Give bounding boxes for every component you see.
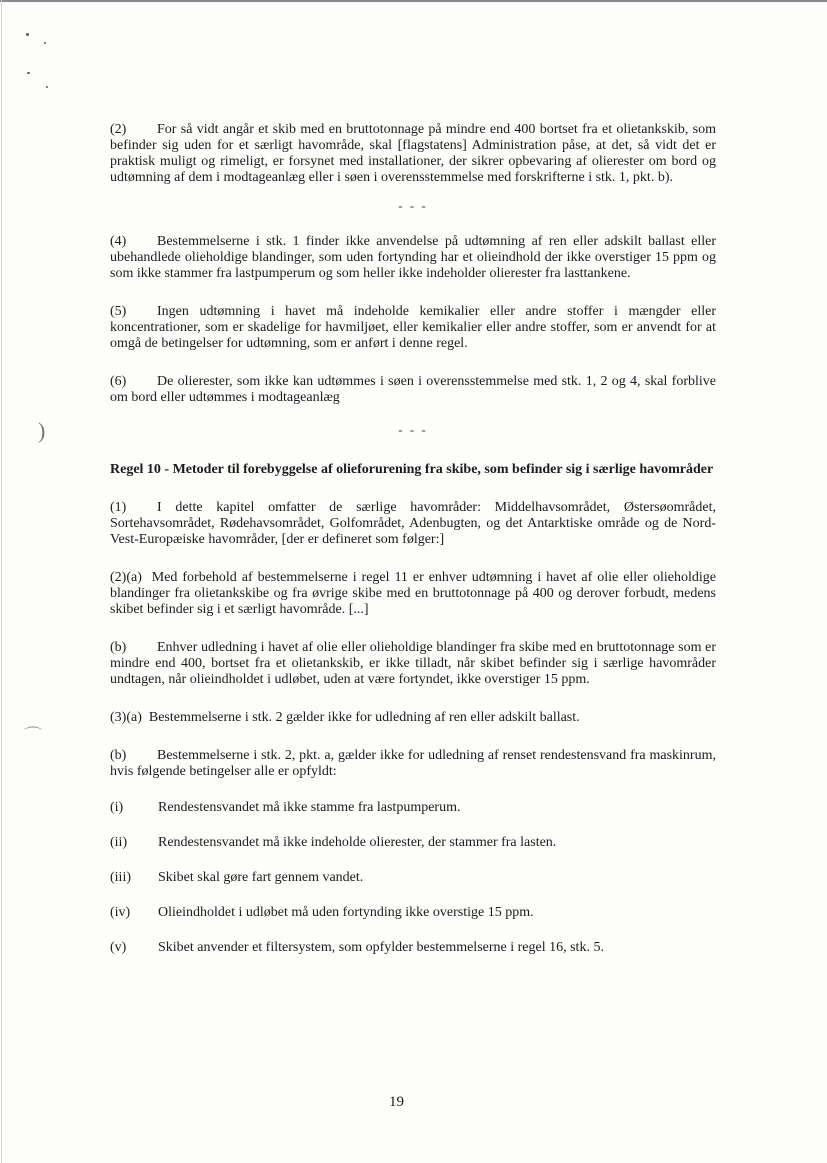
paragraph-text: De olierester, som ikke kan udtømmes i søen i overensstemmelse med stk. 1, 2 og 4, skal forblive om bord eller udtømmes i modtageanlæg: [110, 374, 716, 405]
document-body: [110, 122, 716, 956]
paragraph-text: Bestemmelserne i stk. 2, pkt. a, gælder ikke for udledning af renset rendestensvand fra maskinrum, hvis følgende betingelser alle er opfyldt:: [110, 748, 716, 779]
paragraph-number: (1): [110, 500, 127, 515]
section-separator: - - -: [398, 198, 428, 213]
condition-text: Skibet skal gøre fart gennem vandet.: [158, 870, 364, 885]
condition-text: Olieindholdet i udløbet må uden fortynding ikke overstige 15 ppm.: [158, 905, 534, 920]
paragraph-6: [110, 374, 716, 406]
paragraph-number: (2): [110, 122, 127, 137]
condition-item: [110, 800, 716, 816]
condition-text: Rendestensvandet må ikke stamme fra lastpumperum.: [158, 800, 461, 815]
rule-heading: Regel 10 - Metoder til forebyggelse af olieforurening fra skibe, som befinder sig i særlige havområder: [110, 462, 714, 477]
condition-number: (iii): [110, 870, 131, 885]
paragraph-4: [110, 234, 716, 282]
rule-10-paragraph-3b: [110, 748, 716, 780]
scan-speck: [46, 86, 48, 88]
paragraph-text: Bestemmelserne i stk. 1 finder ikke anvendelse på udtømning af ren eller adskilt ballast eller ubehandlede olieholdige blandinger, som uden fortynding har et olieindhold der ikke overstiger 15 ppm og som ikke stammer fra lastpumperum og som heller ikke indeholder olierester fra lasttankene.: [110, 234, 716, 281]
scan-left-edge: [1, 0, 2, 1163]
section-separator: - - -: [398, 422, 428, 437]
paragraph-number: (5): [110, 304, 127, 319]
paragraph-text: For så vidt angår et skib med en bruttotonnage på mindre end 400 bortset fra et olietankskib, som befinder sig uden for et særligt havområde, skal [flagstatens] Administration påse, at det, så vidt det er praktisk muligt og rimeligt, er forsynet med installationer, der sikrer opbevaring af olierester om bord og udtømning af dem i modtageanlæg eller i søen i overensstemmelse med forskrifterne i stk. 1, pkt. b).: [110, 122, 716, 185]
paragraph-text: Enhver udledning i havet af olie eller olieholdige blandinger fra skibe med en bruttotonnage som er mindre end 400, bortset fra et olietankskib, er ikke tilladt, når skibet befinder sig i særlige havområder undtagen, når olieindholdet i udløbet, uden at være fortyndet, ikke overstiger 15 ppm.: [110, 640, 716, 687]
paragraph-2: [110, 122, 716, 186]
rule-10-paragraph-2a: [110, 570, 716, 618]
paragraph-number: (4): [110, 234, 127, 249]
paragraph-5: [110, 304, 716, 352]
paragraph-text: Bestemmelserne i stk. 2 gælder ikke for udledning af ren eller adskilt ballast.: [148, 710, 580, 725]
rule-10-paragraph-2b: [110, 640, 716, 688]
paragraph-number: (b): [110, 748, 127, 763]
scan-speck: [27, 72, 30, 74]
paragraph-number: (b): [110, 640, 127, 655]
page-number: 19: [389, 1094, 404, 1110]
condition-text: Rendestensvandet må ikke indeholde olierester, der stammer fra lasten.: [158, 835, 557, 850]
paragraph-number: (3)(a): [110, 710, 142, 725]
condition-item: [110, 835, 716, 851]
condition-item: [110, 870, 716, 886]
condition-number: (i): [110, 800, 124, 815]
condition-number: (v): [110, 940, 127, 955]
scan-mark: ⌒: [24, 726, 42, 746]
paragraph-text: I dette kapitel omfatter de særlige havområder: Middelhavsområdet, Østersøområdet, Sortehavsområdet, Rødehavsområdet, Golfområdet, Adenbugten, og det Antarktiske område og de Nord-Vest-Europæiske havområder, [der er defineret som følger:]: [110, 500, 716, 547]
scan-top-border: [0, 0, 827, 2]
condition-item: [110, 940, 716, 956]
scan-speck: [44, 42, 46, 44]
scan-mark: ): [38, 418, 46, 443]
paragraph-text: Med forbehold af bestemmelserne i regel 11 er enhver udtømning i havet af olie eller olieholdige blandinger fra olietankskibe og fra øvrige skibe med en bruttotonnage på 400 og derover forbudt, medens skibet befinder sig i et særligt havområde. [...]: [110, 570, 716, 617]
scan-speck: [26, 33, 29, 36]
rule-10-paragraph-3a: [110, 710, 716, 726]
rule-10-paragraph-1: [110, 500, 716, 548]
condition-item: [110, 905, 716, 921]
condition-number: (ii): [110, 835, 128, 850]
paragraph-text: Ingen udtømning i havet må indeholde kemikalier eller andre stoffer i mængder eller koncentrationer, som er skadelige for havmiljøet, eller kemikalier eller andre stoffer, som er anvendt for at omgå de betingelser for udtømning, som er anført i denne regel.: [110, 304, 716, 351]
paragraph-number: (6): [110, 374, 127, 389]
paragraph-number: (2)(a): [110, 570, 142, 585]
condition-text: Skibet anvender et filtersystem, som opfylder bestemmelserne i regel 16, stk. 5.: [158, 940, 604, 955]
condition-number: (iv): [110, 905, 131, 920]
